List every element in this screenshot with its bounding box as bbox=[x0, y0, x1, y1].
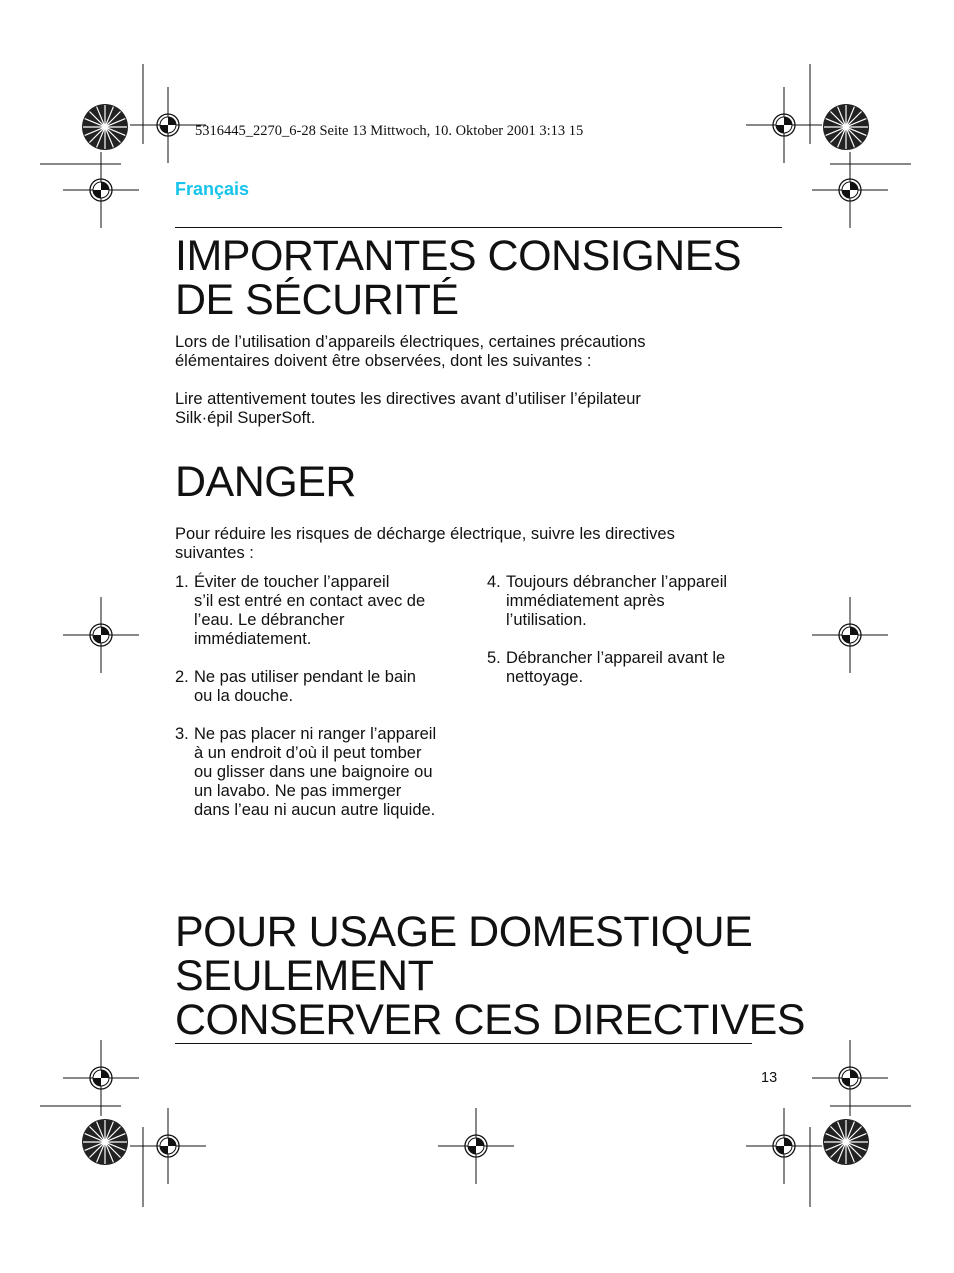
text-line: immédiatement. bbox=[194, 630, 312, 648]
text-line: un lavabo. Ne pas immerger bbox=[194, 782, 402, 800]
text-line: Lire attentivement toutes les directives avant d’utiliser l’épilateur bbox=[175, 390, 641, 408]
title-line: SEULEMENT bbox=[175, 952, 434, 1000]
safety-title bbox=[175, 234, 741, 322]
text-line: s’il est entré en contact avec de bbox=[194, 592, 426, 610]
safety-title-line: DE SÉCURITÉ bbox=[175, 276, 459, 324]
list-number: 4. bbox=[487, 573, 501, 591]
list-item bbox=[175, 725, 465, 820]
list-item bbox=[487, 573, 777, 630]
language-label: Français bbox=[175, 179, 250, 199]
list-number: 2. bbox=[175, 668, 189, 686]
top-rule bbox=[175, 227, 782, 228]
title-line: CONSERVER CES DIRECTIVES bbox=[175, 996, 805, 1044]
text-line: ou glisser dans une baignoire ou bbox=[194, 763, 433, 781]
bottom-rule bbox=[175, 1043, 752, 1044]
text-line: l’utilisation. bbox=[506, 611, 587, 629]
text-line: Éviter de toucher l’appareil bbox=[194, 573, 390, 591]
list-number: 1. bbox=[175, 573, 189, 591]
list-number: 5. bbox=[487, 649, 501, 667]
list-item bbox=[487, 649, 777, 687]
page-number: 13 bbox=[761, 1070, 778, 1086]
text-line: dans l’eau ni aucun autre liquide. bbox=[194, 801, 436, 819]
read-instructions-paragraph bbox=[175, 390, 775, 428]
text-line: immédiatement après bbox=[506, 592, 665, 610]
print-slug: 5316445_2270_6-28 Seite 13 Mittwoch, 10. Oktober 2001 3:13 15 bbox=[195, 123, 584, 139]
text-line: Débrancher l’appareil avant le bbox=[506, 649, 726, 667]
domestic-use-title bbox=[175, 910, 805, 1042]
text-line: suivantes : bbox=[175, 544, 254, 562]
text-line: Ne pas utiliser pendant le bain bbox=[194, 668, 416, 686]
danger-list-left bbox=[175, 573, 465, 839]
text-line: l’eau. Le débrancher bbox=[194, 611, 345, 629]
danger-intro bbox=[175, 525, 775, 563]
text-line: Lors de l’utilisation d’appareils électriques, certaines précautions bbox=[175, 333, 646, 351]
title-line: POUR USAGE DOMESTIQUE bbox=[175, 908, 753, 956]
danger-list-right bbox=[487, 573, 777, 706]
list-item bbox=[175, 573, 465, 649]
text-line: Silk·épil SuperSoft. bbox=[175, 409, 316, 427]
text-line: Pour réduire les risques de décharge électrique, suivre les directives bbox=[175, 525, 675, 543]
text-line: nettoyage. bbox=[506, 668, 584, 686]
list-number: 3. bbox=[175, 725, 189, 743]
text-line: à un endroit d’où il peut tomber bbox=[194, 744, 422, 762]
safety-title-line: IMPORTANTES CONSIGNES bbox=[175, 232, 742, 280]
text-line: Toujours débrancher l’appareil bbox=[506, 573, 728, 591]
intro-paragraph bbox=[175, 333, 775, 371]
text-line: élémentaires doivent être observées, dont les suivantes : bbox=[175, 352, 592, 370]
list-item bbox=[175, 668, 465, 706]
text-line: ou la douche. bbox=[194, 687, 294, 705]
danger-title: DANGER bbox=[175, 458, 356, 506]
text-line: Ne pas placer ni ranger l’appareil bbox=[194, 725, 437, 743]
